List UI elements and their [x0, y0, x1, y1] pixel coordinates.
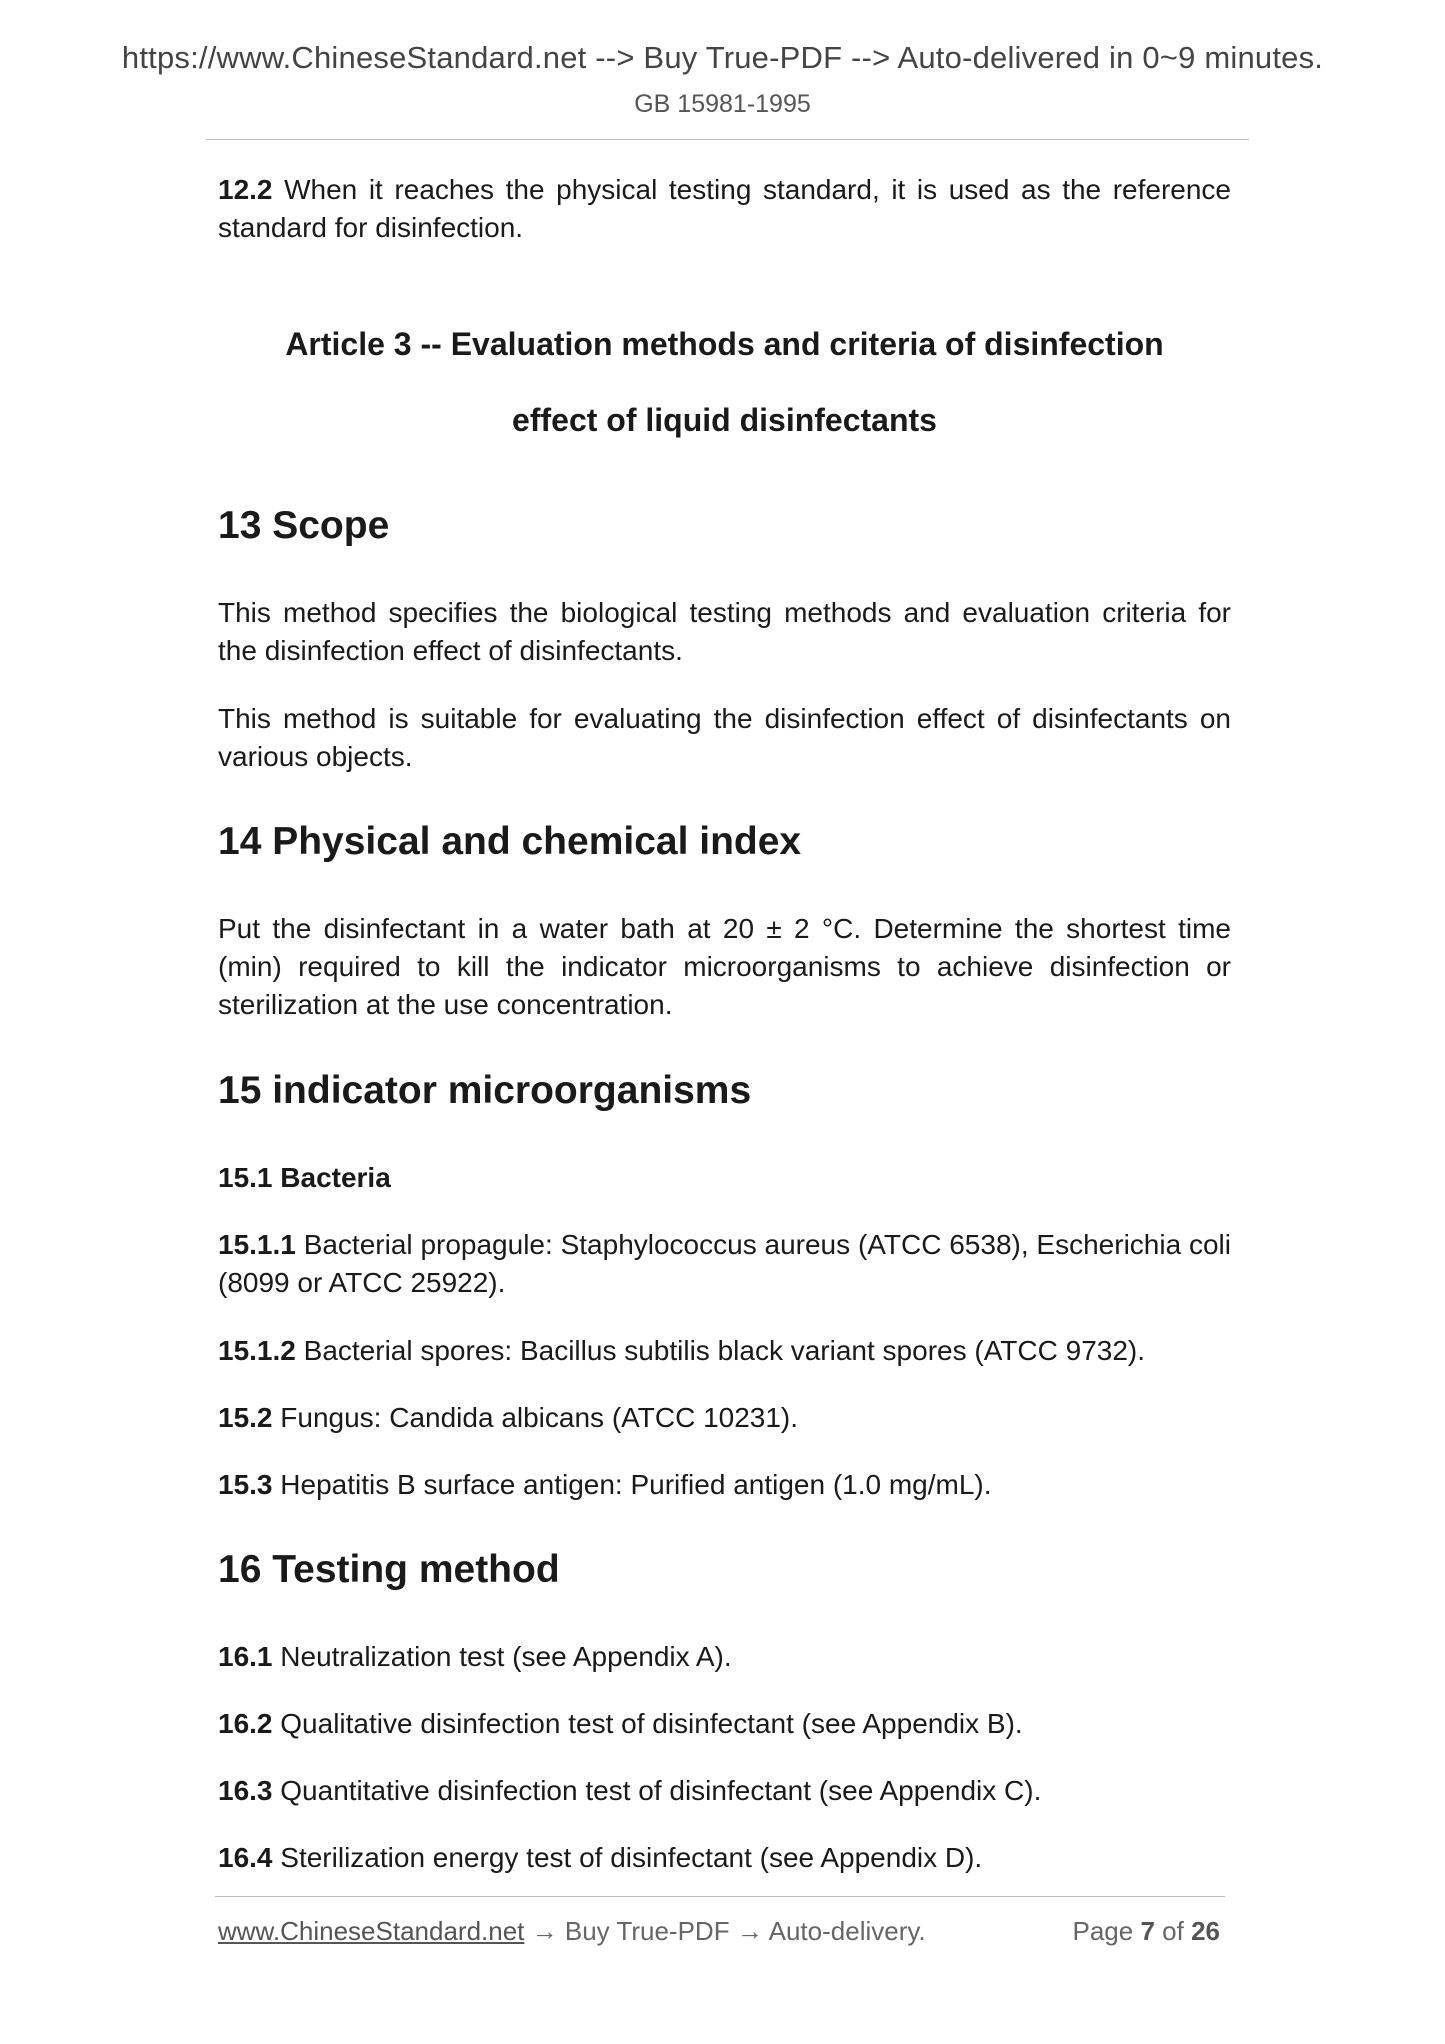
- header-divider: [206, 139, 1249, 140]
- section-13-paragraph-1: This method specifies the biological testing methods and evaluation criteria for the disinfection effect of disinfectants.: [218, 597, 1231, 666]
- clause-16-2: [218, 1705, 1231, 1743]
- clause-text: Sterilization energy test of disinfectant (see Appendix D).: [280, 1842, 983, 1873]
- footer-divider: [215, 1896, 1225, 1897]
- clause-15-3: [218, 1466, 1231, 1504]
- clause-text: Neutralization test (see Appendix A).: [280, 1641, 732, 1672]
- page-label: Page: [1072, 1916, 1134, 1946]
- footer-delivery-text: Auto-delivery.: [768, 1916, 926, 1946]
- clause-text: When it reaches the physical testing standard, it is used as the reference standard for disinfection.: [218, 174, 1231, 243]
- header-link[interactable]: https://www.ChineseStandard.net --> Buy True-PDF --> Auto-delivered in 0~9 minutes.: [121, 40, 1324, 75]
- section-15-heading: 15 indicator microorganisms: [218, 1069, 752, 1112]
- clause-number: 16.3: [218, 1775, 273, 1806]
- page-indicator: [1072, 1914, 1220, 1948]
- clause-text: Bacterial propagule: Staphylococcus aureus (ATCC 6538), Escherichia coli (8099 or ATCC 25922).: [218, 1229, 1231, 1298]
- section-13-paragraph-2: This method is suitable for evaluating the disinfection effect of disinfectants on various objects.: [218, 703, 1231, 772]
- clause-15-1-2: [218, 1332, 1231, 1370]
- clause-12-2: [218, 171, 1231, 247]
- clause-number: 16.2: [218, 1708, 273, 1739]
- clause-text: Hepatitis B surface antigen: Purified antigen (1.0 mg/mL).: [280, 1469, 992, 1500]
- clause-number: 15.1.2: [218, 1335, 296, 1366]
- footer-site-link[interactable]: www.ChineseStandard.net: [218, 1916, 525, 1946]
- clause-16-3: [218, 1772, 1231, 1810]
- page-total: 26: [1191, 1916, 1220, 1946]
- subsection-15-1-heading: 15.1 Bacteria: [218, 1162, 391, 1193]
- clause-number: 16.1: [218, 1641, 273, 1672]
- footer-buy-text: Buy True-PDF: [564, 1916, 730, 1946]
- page-current: 7: [1140, 1916, 1155, 1946]
- clause-number: 15.2: [218, 1402, 273, 1433]
- section-16-heading: 16 Testing method: [218, 1548, 560, 1591]
- section-14-paragraph-1: Put the disinfectant in a water bath at 20 ± 2 °C. Determine the shortest time (min) required to kill the indicator microorganisms to achieve disinfection or sterilization at the use concentration.: [218, 913, 1231, 1020]
- footer-arrow-icon: →: [531, 1916, 558, 1946]
- clause-15-1-1: [218, 1226, 1231, 1302]
- section-14-heading: 14 Physical and chemical index: [218, 820, 802, 863]
- section-13-heading: 13 Scope: [218, 504, 390, 547]
- clause-text: Fungus: Candida albicans (ATCC 10231).: [280, 1402, 799, 1433]
- clause-number: 15.3: [218, 1469, 273, 1500]
- clause-16-1: [218, 1638, 1231, 1676]
- header-standard-code: GB 15981-1995: [634, 90, 811, 118]
- clause-number: 16.4: [218, 1842, 273, 1873]
- clause-number: 15.1.1: [218, 1229, 296, 1260]
- clause-15-2: [218, 1399, 1231, 1437]
- article-title-line-2: effect of liquid disinfectants: [512, 402, 937, 438]
- footer-left: [218, 1914, 926, 1948]
- clause-text: Quantitative disinfection test of disinfectant (see Appendix C).: [280, 1775, 1042, 1806]
- clause-text: Bacterial spores: Bacillus subtilis black variant spores (ATCC 9732).: [303, 1335, 1146, 1366]
- clause-text: Qualitative disinfection test of disinfectant (see Appendix B).: [280, 1708, 1023, 1739]
- page-of-label: of: [1162, 1916, 1184, 1946]
- footer-arrow-icon: →: [736, 1916, 763, 1946]
- clause-16-4: [218, 1839, 1231, 1877]
- clause-number: 12.2: [218, 174, 273, 205]
- article-title-line-1: Article 3 -- Evaluation methods and criteria of disinfection: [285, 326, 1164, 362]
